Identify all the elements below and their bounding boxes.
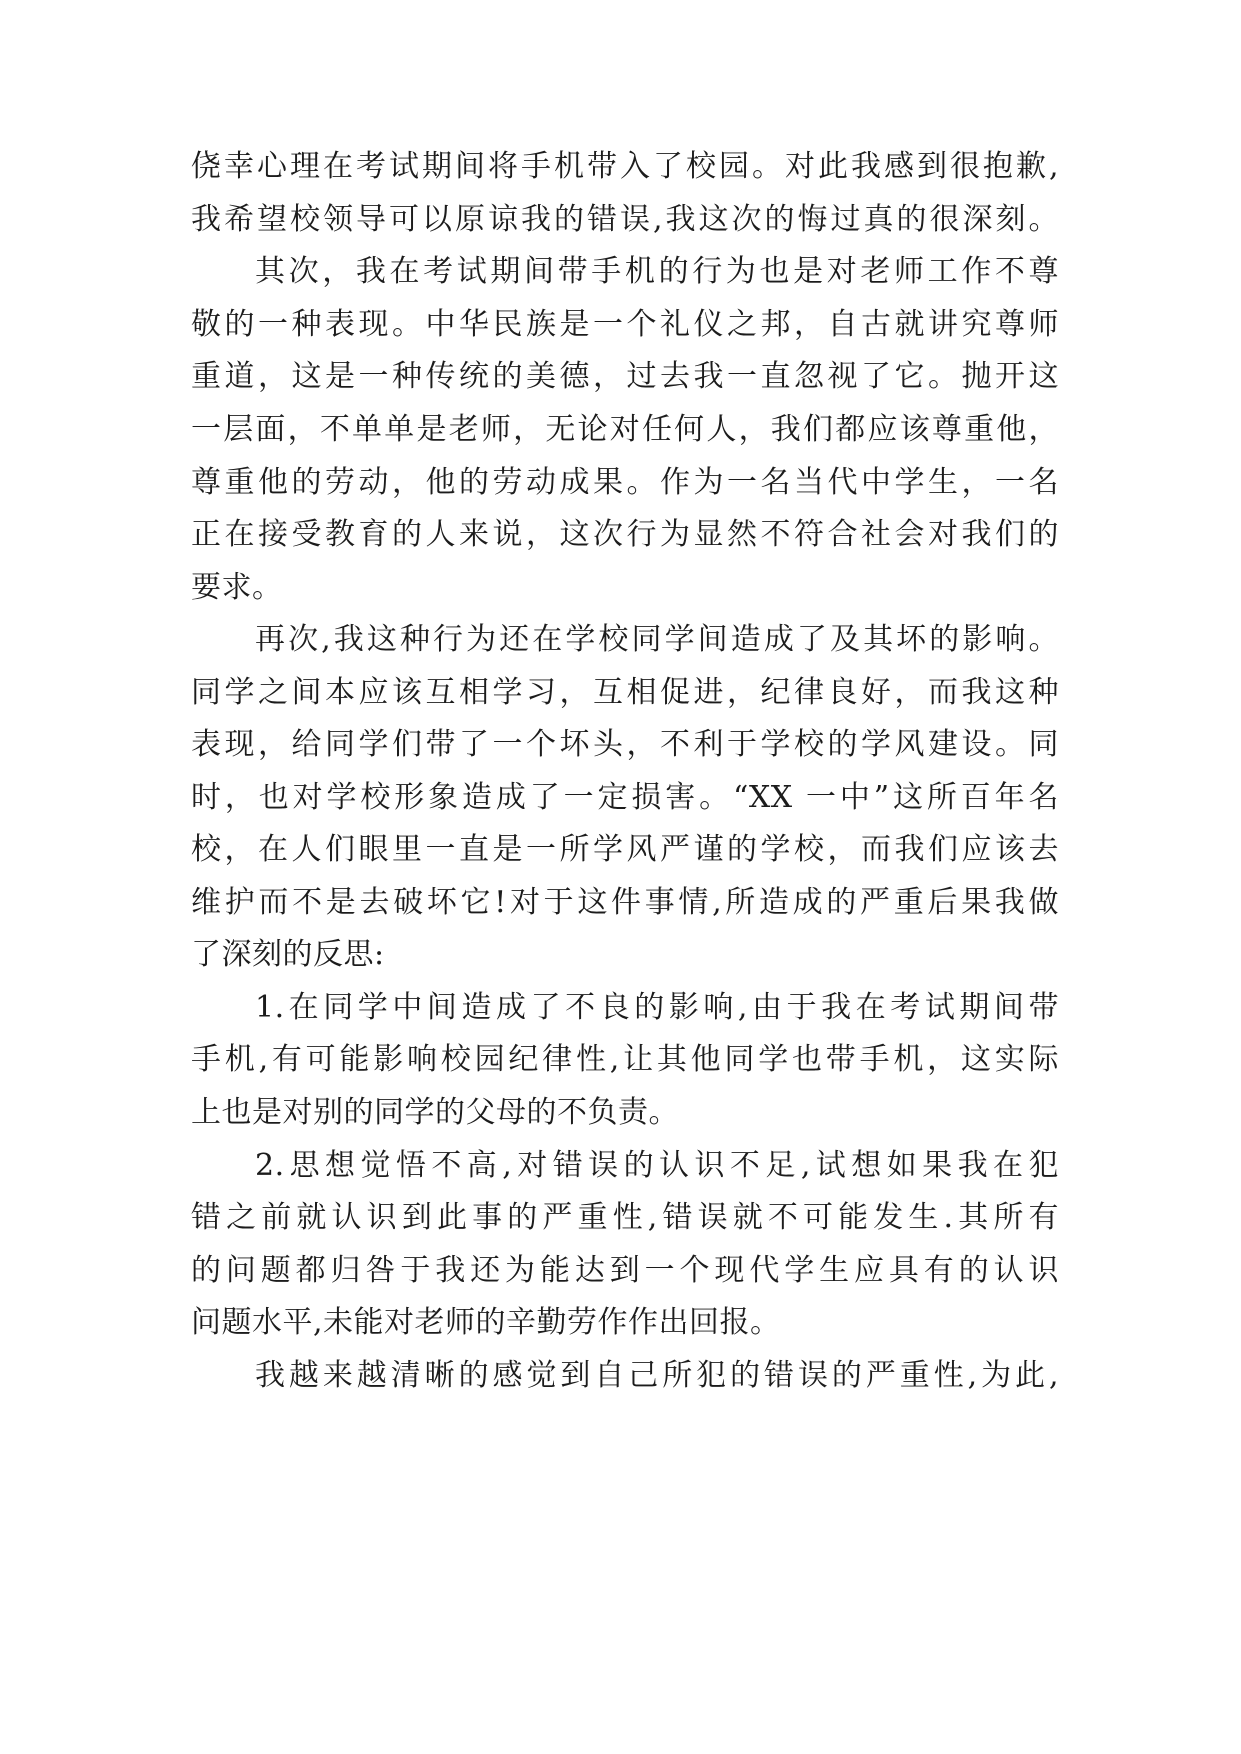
paragraph-3-line-4: 时，也对学校形象造成了一定损害。“XX 一中”这所百年名 <box>191 780 1059 815</box>
paragraph-3-line-5: 校，在人们眼里一直是一所学风严谨的学校，而我们应该去 <box>191 832 1059 867</box>
paragraph-3-line-7: 了深刻的反思: <box>191 937 385 972</box>
list-item-2-line-4: 问题水平,未能对老师的辛勤劳作作出回报。 <box>191 1305 781 1340</box>
list-item-1-line-2: 手机,有可能影响校园纪律性,让其他同学也带手机，这实际 <box>191 1042 1059 1077</box>
paragraph-2-line-2: 敬的一种表现。中华民族是一个礼仪之邦，自古就讲究尊师 <box>191 307 1059 342</box>
paragraph-3-line-1: 再次,我这种行为还在学校同学间造成了及其坏的影响。 <box>255 622 1059 657</box>
paragraph-2-line-3: 重道，这是一种传统的美德，过去我一直忽视了它。抛开这 <box>191 359 1059 394</box>
paragraph-3-line-2: 同学之间本应该互相学习，互相促进，纪律良好，而我这种 <box>191 675 1059 710</box>
list-item-1-line-3: 上也是对别的同学的父母的不负责。 <box>191 1095 679 1130</box>
list-item-2-line-3: 的问题都归咎于我还为能达到一个现代学生应具有的认识 <box>191 1253 1059 1288</box>
text-line-1: 侥幸心理在考试期间将手机带入了校园。对此我感到很抱歉, <box>191 149 1059 184</box>
text-line-2: 我希望校领导可以原谅我的错误,我这次的悔过真的很深刻。 <box>191 202 1059 237</box>
list-item-1-line-1: 1.在同学中间造成了不良的影响,由于我在考试期间带 <box>255 990 1059 1025</box>
paragraph-2-line-1: 其次，我在考试期间带手机的行为也是对老师工作不尊 <box>255 254 1059 289</box>
list-item-2-line-2: 错之前就认识到此事的严重性,错误就不可能发生.其所有 <box>191 1200 1059 1235</box>
paragraph-2-line-4: 一层面，不单单是老师，无论对任何人，我们都应该尊重他， <box>191 412 1059 447</box>
paragraph-2-line-5: 尊重他的劳动，他的劳动成果。作为一名当代中学生，一名 <box>191 465 1059 500</box>
paragraph-3-line-3: 表现，给同学们带了一个坏头，不利于学校的学风建设。同 <box>191 727 1059 762</box>
list-item-2-line-1: 2.思想觉悟不高,对错误的认识不足,试想如果我在犯 <box>255 1148 1059 1183</box>
paragraph-3-line-6: 维护而不是去破坏它!对于这件事情,所造成的严重后果我做 <box>191 885 1059 920</box>
paragraph-2-line-7: 要求。 <box>191 570 283 605</box>
paragraph-2-line-6: 正在接受教育的人来说，这次行为显然不符合社会对我们的 <box>191 517 1059 552</box>
paragraph-5-line-1: 我越来越清晰的感觉到自己所犯的错误的严重性,为此, <box>255 1358 1059 1393</box>
